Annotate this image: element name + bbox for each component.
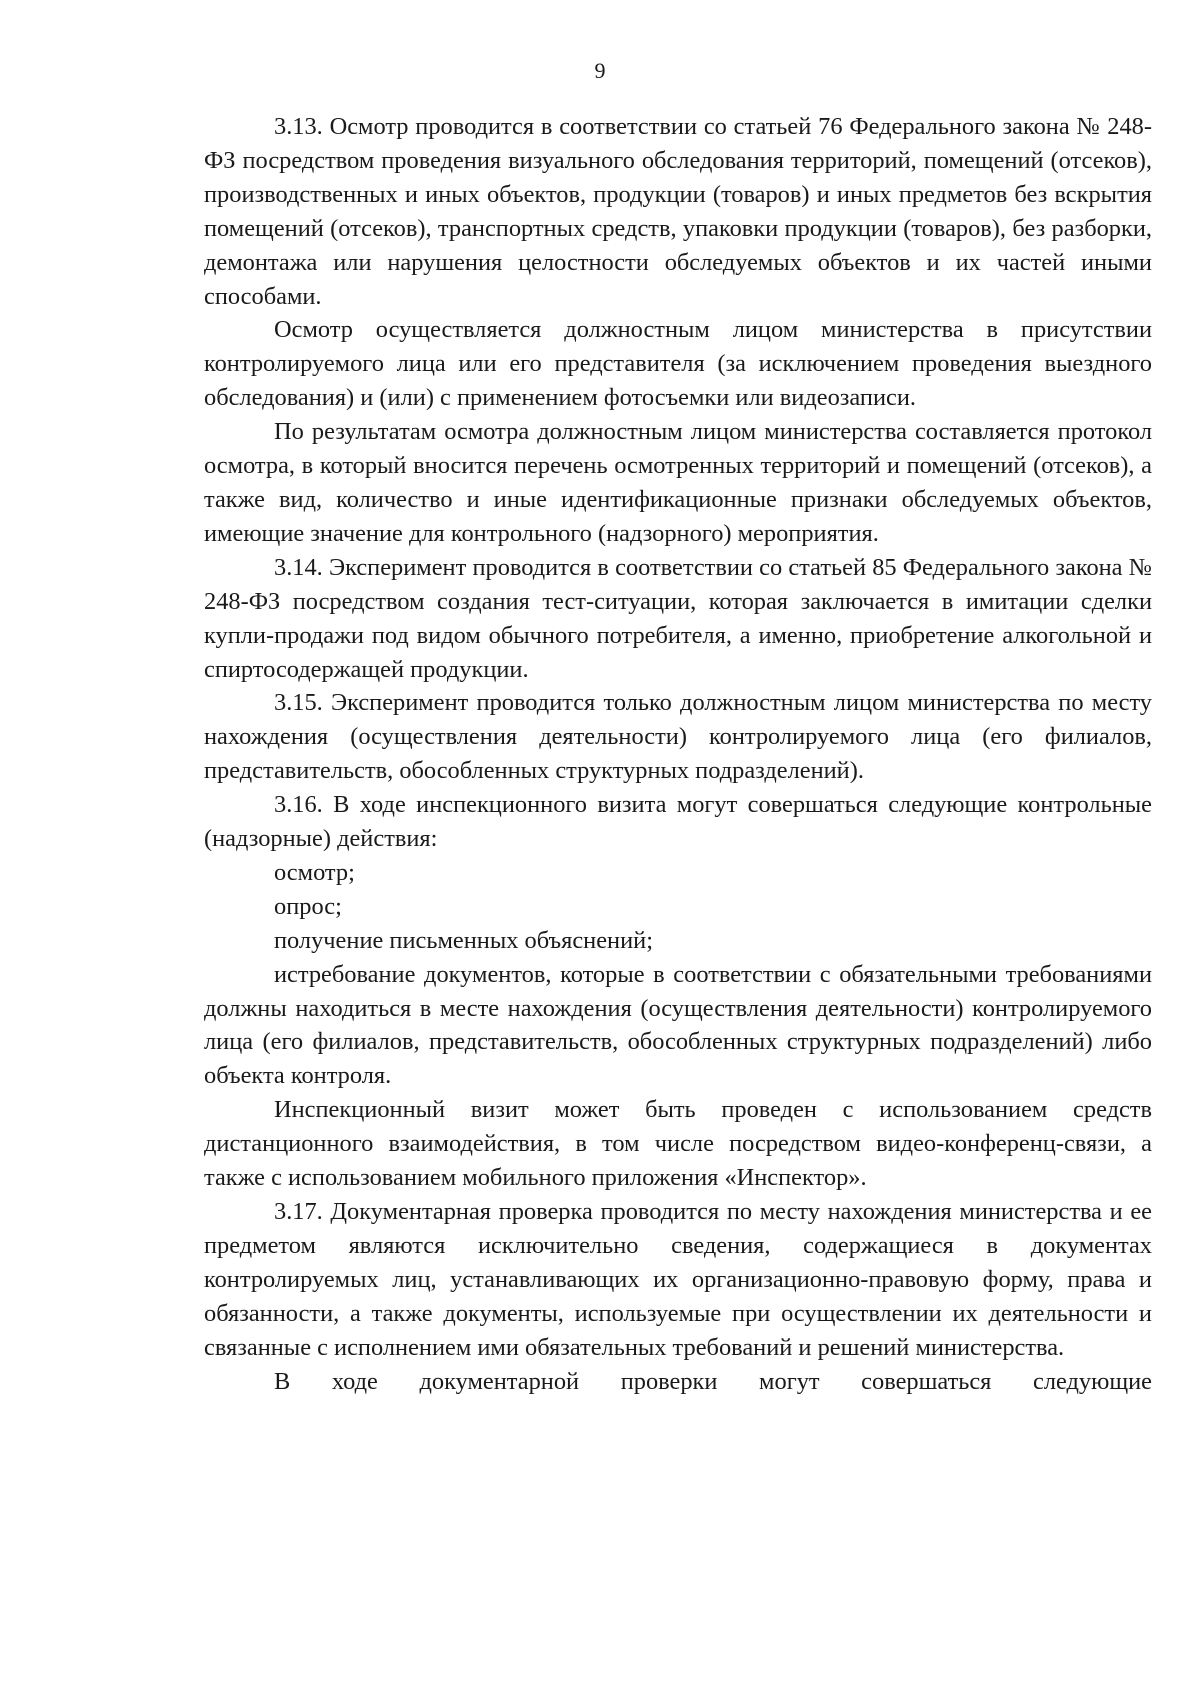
paragraph-remote-visit: Инспекционный визит может быть проведен с использованием средств дистанционного взаимодействия, в том числе посредством видео-конференц-связи, а также с использованием мобильного приложения «Инспектор». <box>204 1096 1152 1192</box>
paragraph-3-13: 3.13. Осмотр проводится в соответствии со статьей 76 Федерального закона № 248-ФЗ посредством проведения визуального обследования территорий, помещений (отсеков), производственных и иных объектов, продукции (товаров) и иных предметов без вскрытия помещений (отсеков), транспортных средств, упаковки продукции (товаров), без разборки, демонтажа или нарушения целостности обследуемых объектов и их частей иными способами. <box>204 113 1152 310</box>
paragraph-inspection-protocol: По результатам осмотра должностным лицом министерства составляется протокол осмотра, в который вносится перечень осмотренных территорий и помещений (отсеков), а также вид, количество и иные идентификационные признаки обследуемых объектов, имеющие значение для контрольного (надзорного) мероприятия. <box>204 418 1152 547</box>
document-body <box>204 110 1152 1398</box>
list-item-written-explanations: получение письменных объяснений; <box>274 926 653 954</box>
paragraph-3-14: 3.14. Эксперимент проводится в соответствии со статьей 85 Федерального закона № 248-ФЗ посредством создания тест-ситуации, которая заключается в имитации сделки купли-продажи под видом обычного потребителя, а именно, приобретение алкогольной и спиртосодержащей продукции. <box>204 553 1152 683</box>
list-item-document-request: истребование документов, которые в соответствии с обязательными требованиями должны находиться в месте нахождения (осуществления деятельности) контролируемого лица (его филиалов, представительств, обособленных структурных подразделений) либо объекта контроля. <box>204 960 1152 1090</box>
paragraph-3-15: 3.15. Эксперимент проводится только должностным лицом министерства по месту нахождения (осуществления деятельности) контролируемого лица (его филиалов, представительств, обособленных структурных подразделений). <box>204 689 1152 785</box>
list-item-survey: опрос; <box>274 892 342 920</box>
paragraph-inspection-presence: Осмотр осуществляется должностным лицом министерства в присутствии контролируемого лица или его представителя (за исключением проведения выездного обследования) и (или) с применением фотосъемки или видеозаписи. <box>204 316 1152 412</box>
list-item-inspection: осмотр; <box>274 858 355 886</box>
page-number: 9 <box>594 58 606 83</box>
paragraph-documentary-check: В ходе документарной проверки могут совершаться следующие <box>274 1367 1152 1395</box>
paragraph-3-16: 3.16. В ходе инспекционного визита могут совершаться следующие контрольные (надзорные) действия: <box>204 791 1152 853</box>
paragraph-3-17: 3.17. Документарная проверка проводится по месту нахождения министерства и ее предметом являются исключительно сведения, содержащиеся в документах контролируемых лиц, устанавливающих их организационно-правовую форму, права и обязанности, а также документы, используемые при осуществлении их деятельности и связанные с исполнением ими обязательных требований и решений министерства. <box>204 1198 1152 1361</box>
